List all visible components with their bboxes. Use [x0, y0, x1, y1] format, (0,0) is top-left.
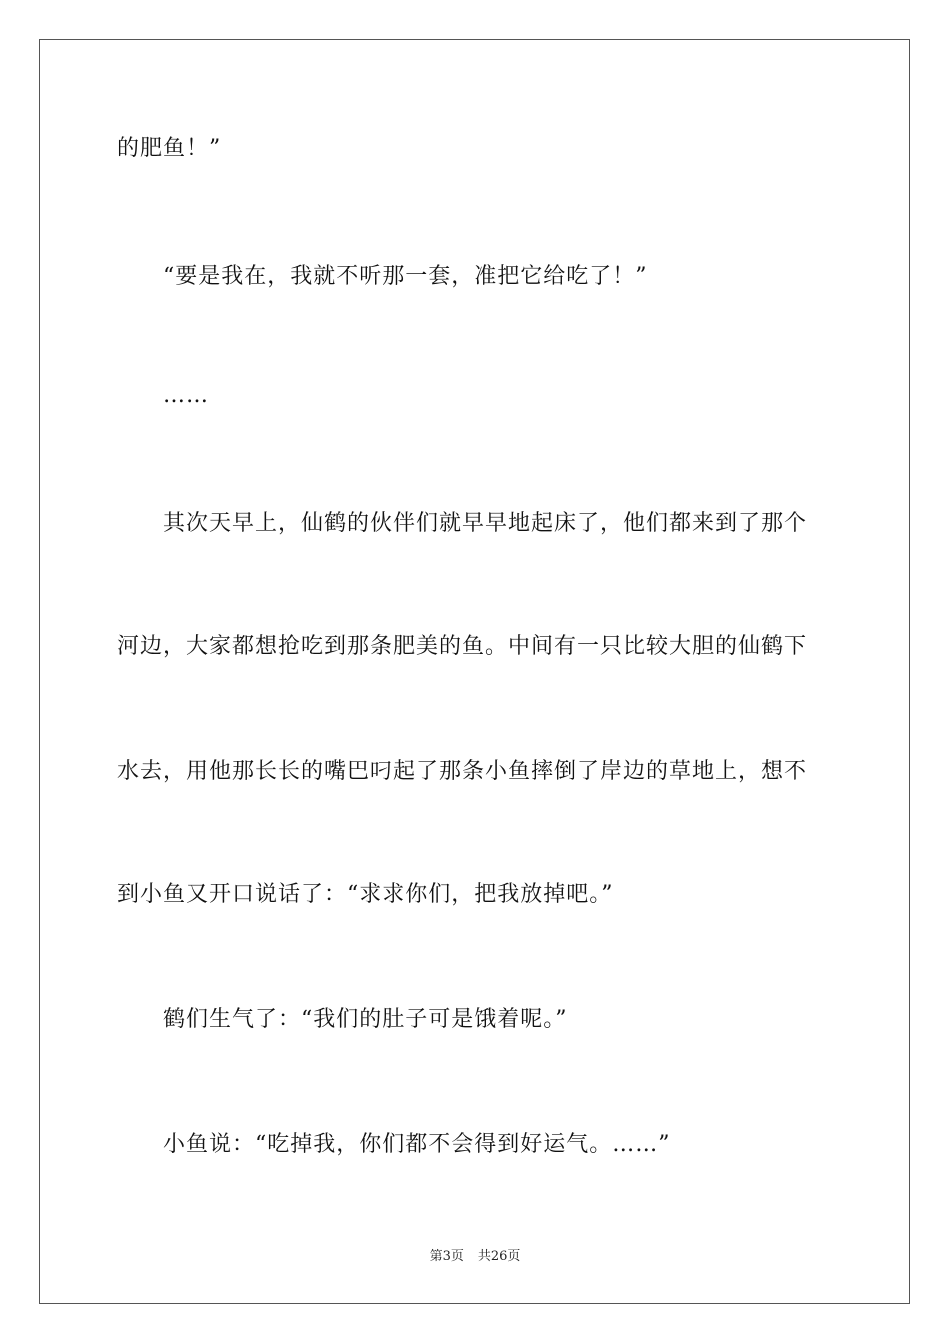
page-total: 共26页 — [477, 1249, 521, 1264]
text-line: “要是我在，我就不听那一套，准把它给吃了！” — [163, 264, 648, 289]
text-line: 其次天早上，仙鹤的伙伴们就早早地起床了，他们都来到了那个 — [163, 511, 808, 536]
text-line: …… — [163, 383, 209, 408]
text-line: 小鱼说：“吃掉我，你们都不会得到好运气。……” — [163, 1132, 671, 1157]
text-line: 河边，大家都想抢吃到那条肥美的鱼。中间有一只比较大胆的仙鹤下 — [117, 634, 808, 659]
text-line: 鹤们生气了：“我们的肚子可是饿着呢。” — [163, 1007, 568, 1032]
text-line: 到小鱼又开口说话了：“求求你们，把我放掉吧。” — [117, 882, 614, 907]
page-number: 第3页 — [429, 1249, 464, 1264]
page-border — [39, 39, 910, 1304]
text-line: 水去，用他那长长的嘴巴叼起了那条小鱼摔倒了岸边的草地上，想不 — [117, 759, 808, 784]
page-footer — [0, 1248, 950, 1266]
text-line: 的肥鱼！” — [117, 136, 222, 161]
